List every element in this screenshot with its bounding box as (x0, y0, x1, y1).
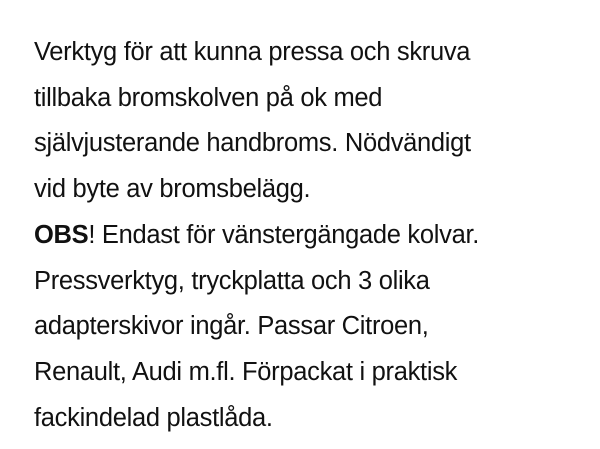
note-line (34, 213, 594, 259)
text-line: Pressverktyg, tryckplatta och 3 olika (34, 266, 430, 295)
description-paragraph (34, 30, 594, 213)
note-paragraph (34, 213, 594, 442)
product-description (34, 30, 594, 441)
text-line: Verktyg för att kunna pressa och skruva (34, 38, 471, 66)
text-line: Renault, Audi m.fl. Förpackat i praktisk (34, 357, 458, 386)
note-label: OBS (34, 220, 89, 249)
text-line: självjusterande handbroms. Nödvändigt (34, 129, 471, 158)
text-line: tillbaka bromskolven på ok med (34, 83, 383, 112)
text-line: fackindelad plastlåda. (34, 403, 273, 432)
text-line: vid byte av bromsbelägg. (34, 175, 311, 204)
note-text: ! Endast för vänstergängade kolvar. (88, 220, 480, 249)
text-line: adapterskivor ingår. Passar Citroen, (34, 312, 429, 341)
